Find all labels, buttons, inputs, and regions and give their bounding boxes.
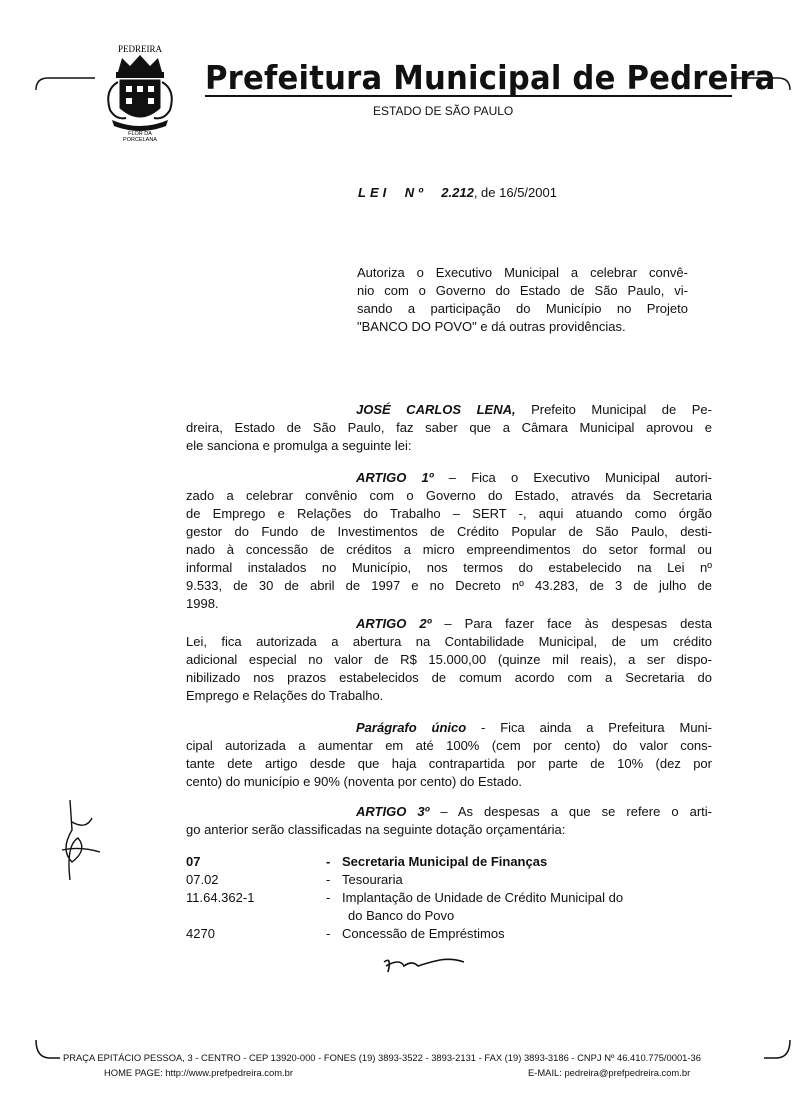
paragraph — [186, 719, 712, 791]
paragraph-line: Emprego e Relações do Trabalho. — [186, 688, 384, 703]
paragraph-lead: ARTIGO 2º — [356, 616, 432, 631]
budget-code: 07.02 — [186, 872, 219, 887]
summary-line: "BANCO DO POVO" e dá outras providências. — [357, 319, 626, 334]
budget-code: 07 — [186, 854, 201, 869]
budget-allocation — [186, 853, 623, 943]
paragraph-line: gestor do Fundo de Investimentos de Crédito Popular de São Paulo, desti- — [186, 524, 712, 539]
budget-description: Implantação de Unidade de Crédito Municipal do — [342, 890, 624, 905]
paragraph-lead: Parágrafo único — [356, 720, 467, 735]
footer-homepage: HOME PAGE: http://www.prefpedreira.com.br — [104, 1067, 293, 1078]
paragraph-line: cipal autorizada a aumentar em até 100% (cem por cento) do valor cons- — [186, 738, 712, 753]
budget-code: 4270 — [186, 926, 215, 941]
summary-line: nio com o Governo do Estado de São Paulo, vi- — [357, 283, 688, 298]
paragraph-line: Lei, fica autorizada a abertura na Contabilidade Municipal, de um crédito — [186, 634, 712, 649]
budget-description: Secretaria Municipal de Finanças — [342, 854, 548, 869]
paragraph-line — [186, 803, 712, 821]
budget-row — [186, 889, 623, 907]
signature — [384, 959, 464, 972]
svg-text:PORCELANA: PORCELANA — [123, 137, 157, 143]
paragraph-line — [186, 615, 712, 633]
page-title: Prefeitura Municipal de Pedreira — [205, 58, 776, 97]
paragraph — [186, 469, 712, 613]
budget-code: 11.64.362-1 — [186, 890, 255, 905]
budget-row — [186, 853, 623, 871]
budget-row — [186, 925, 623, 943]
summary-line: sando a participação do Município no Projeto — [357, 301, 688, 316]
law-number-sign: Nº — [404, 185, 427, 200]
paragraph-text: – Fica o Executivo Municipal autori- — [433, 470, 712, 485]
paragraph-line: adicional especial no valor de R$ 15.000,00 (quinze mil reais), a ser dispo- — [186, 652, 712, 667]
budget-row — [186, 871, 623, 889]
budget-dash: - — [326, 926, 331, 941]
law-date: , de 16/5/2001 — [473, 185, 557, 200]
paragraph-line: nado à concessão de créditos a micro empreendimentos do setor formal ou — [186, 542, 712, 557]
paragraph-text: - Fica ainda a Prefeitura Muni- — [466, 720, 713, 735]
footer-email: E-MAIL: pedreira@prefpedreira.com.br — [528, 1067, 691, 1078]
paragraph-line — [186, 401, 712, 419]
paragraph-line: ele sanciona e promulga a seguinte lei: — [186, 438, 412, 453]
paragraph-line: nibilizado nos prazos estabelecidos de comum acordo com a Secretaria do — [186, 670, 712, 685]
state-subtitle: ESTADO DE SÃO PAULO — [373, 104, 514, 118]
paragraph-line: de Emprego e Relações do Trabalho – SERT -, aqui atuando como órgão — [186, 506, 712, 521]
law-number: 2.212 — [441, 185, 474, 200]
paragraph-line: tante dete artigo desde que haja contrapartida por parte de 10% (dez por — [186, 756, 712, 771]
paragraph — [186, 615, 712, 705]
paragraph-line — [186, 469, 712, 487]
paragraph — [186, 803, 712, 839]
law-label: LEI — [358, 185, 391, 200]
footer-address: PRAÇA EPITÁCIO PESSOA, 3 - CENTRO - CEP 13920-000 - FONES (19) 3893-3522 - 3893-2131 - FAX (19) 3893-3186 - CNPJ Nº 46.410.775/0001-36 — [63, 1052, 701, 1063]
paragraph-line — [186, 719, 712, 737]
paragraph-line: zado a celebrar convênio com o Governo do Estado, através da Secretaria — [186, 488, 712, 503]
paragraph — [186, 401, 712, 455]
law-heading — [358, 185, 557, 200]
coat-of-arms-logo — [108, 44, 172, 143]
budget-dash — [326, 907, 342, 925]
paragraph-line: 1998. — [186, 596, 219, 611]
paragraph-line: informal instalados no Município, nos termos do estabelecido na Lei nº — [186, 560, 712, 575]
paragraph-line: go anterior serão classificadas na seguinte dotação orçamentária: — [186, 822, 566, 837]
svg-text:FLOR DA: FLOR DA — [128, 131, 152, 137]
paragraph-line: dreira, Estado de São Paulo, faz saber que a Câmara Municipal aprovou e — [186, 420, 712, 435]
paragraph-text: – As despesas a que se refere o arti- — [429, 804, 712, 819]
budget-description: do Banco do Povo — [348, 908, 455, 923]
paragraph-line: cento) do município e 90% (noventa por cento) do Estado. — [186, 774, 523, 789]
budget-description: Concessão de Empréstimos — [342, 926, 505, 941]
budget-description: Tesouraria — [342, 872, 403, 887]
budget-dash: - — [326, 872, 331, 887]
margin-signature — [62, 800, 100, 880]
budget-dash: - — [326, 890, 331, 905]
summary-line: Autoriza o Executivo Municipal a celebrar convê- — [357, 265, 688, 280]
budget-code — [186, 907, 326, 925]
paragraph-lead: JOSÉ CARLOS LENA, — [356, 402, 516, 417]
svg-text:PEDREIRA: PEDREIRA — [117, 44, 163, 54]
paragraph-text: – Para fazer face às despesas desta — [431, 616, 712, 631]
paragraph-line: 9.533, de 30 de abril de 1997 e no Decreto nº 43.283, de 3 de julho de — [186, 578, 712, 593]
paragraph-lead: ARTIGO 1º — [356, 470, 434, 485]
paragraph-text: Prefeito Municipal de Pe- — [515, 402, 712, 417]
budget-row — [186, 907, 623, 925]
paragraph-lead: ARTIGO 3º — [356, 804, 430, 819]
budget-dash: - — [326, 854, 331, 869]
law-summary — [357, 264, 688, 336]
